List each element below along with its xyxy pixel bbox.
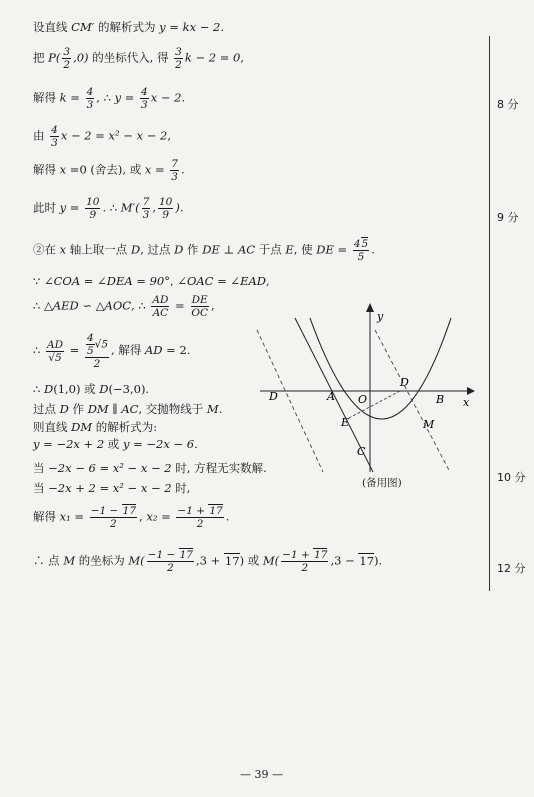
score-label-4: 12 分 (497, 562, 526, 575)
text-line-4: 由 $\frac{4}{3}$ x − 2 = x² − x − 2, (33, 124, 171, 149)
score-label-1: 8 分 (497, 98, 519, 111)
label-e: E (341, 416, 350, 429)
figure-caption: (备用图) (362, 477, 402, 489)
text-line-3: 解得 k = $\frac{4}{3}$ , ∴ y = $\frac{4}{3}$ x − 2. (33, 86, 186, 111)
text-line-11: ∴ D(1,0) 或 D(−3,0). (33, 382, 150, 396)
dashed-line-left (257, 330, 323, 472)
label-a: A (327, 390, 335, 403)
parabola-figure (255, 300, 485, 475)
segment-de (349, 391, 400, 418)
text-line-9: ∴ △AED ∽ △AOC, ∴ $\frac{AD}{AC}$ = $\frac{DE}{OC}$ , (33, 294, 215, 319)
label-x: x (463, 396, 470, 409)
label-m: M (423, 418, 435, 431)
label-d-right: D (400, 376, 409, 389)
score-label-2: 9 分 (497, 211, 519, 224)
text-line-17: 解得 x₁ = $\frac{-1 - 17}{2}$ , x₂ = $\frac{-1 + 17}{2}$ . (33, 505, 230, 530)
text-line-18: ∴ 点 M 的坐标为 M( $\frac{-1 - 17}{2}$ ,3 + 17) 或 M( $\frac{-1 + 17}{2}$ ,3 − 17). (33, 549, 383, 574)
label-c: C (357, 445, 366, 458)
label-d-left: D (269, 390, 278, 403)
text-line-8: ∵ ∠COA = ∠DEA = 90°, ∠OAC = ∠EAD, (33, 274, 270, 288)
text-line-1: 设直线 CM′ 的解析式为 y = kx − 2. (33, 20, 224, 34)
y-axis-arrow-icon (366, 303, 374, 312)
text-line-6: 此时 y = $\frac{10}{9}$ . ∴ M′( $\frac{7}{3}$ , $\frac{10}{9}$ ). (33, 196, 184, 221)
label-b: B (436, 393, 445, 406)
label-o: O (358, 393, 368, 406)
score-label-3: 10 分 (497, 471, 526, 484)
text-line-15: 当 −2x − 6 = x² − x − 2 时, 方程无实数解. (33, 461, 267, 475)
text-line-12: 过点 D 作 DM ∥ AC, 交抛物线于 M. (33, 402, 223, 416)
text-line-5: 解得 x =0 (舍去), 或 x = $\frac{7}{3}$ . (33, 158, 185, 183)
page-number: — 39 — (240, 768, 283, 781)
text-line-16: 当 −2x + 2 = x² − x − 2 时, (33, 481, 191, 495)
text-line-7: ②在 x 轴上取一点 D, 过点 D 作 DE ⊥ AC 于点 E, 使 DE = $\frac{45}{5}$ . (33, 238, 375, 263)
parabola-curve (310, 318, 451, 419)
score-margin-rule (489, 36, 490, 591)
label-y: y (377, 310, 384, 323)
text-line-13: 则直线 DM 的解析式为: (33, 420, 158, 434)
text-line-10: ∴ $\frac{AD}{√5}$ = $\frac{4}{5}$ √5 2 , 解得 AD = 2. (33, 332, 191, 370)
text-line-14: y = −2x + 2 或 y = −2x − 6. (33, 437, 198, 451)
x-axis-arrow-icon (467, 387, 475, 395)
text-line-2: 把 P( $\frac{3}{2}$ ,0) 的坐标代入, 得 $\frac{3}{2}$ k − 2 = 0, (33, 46, 245, 71)
